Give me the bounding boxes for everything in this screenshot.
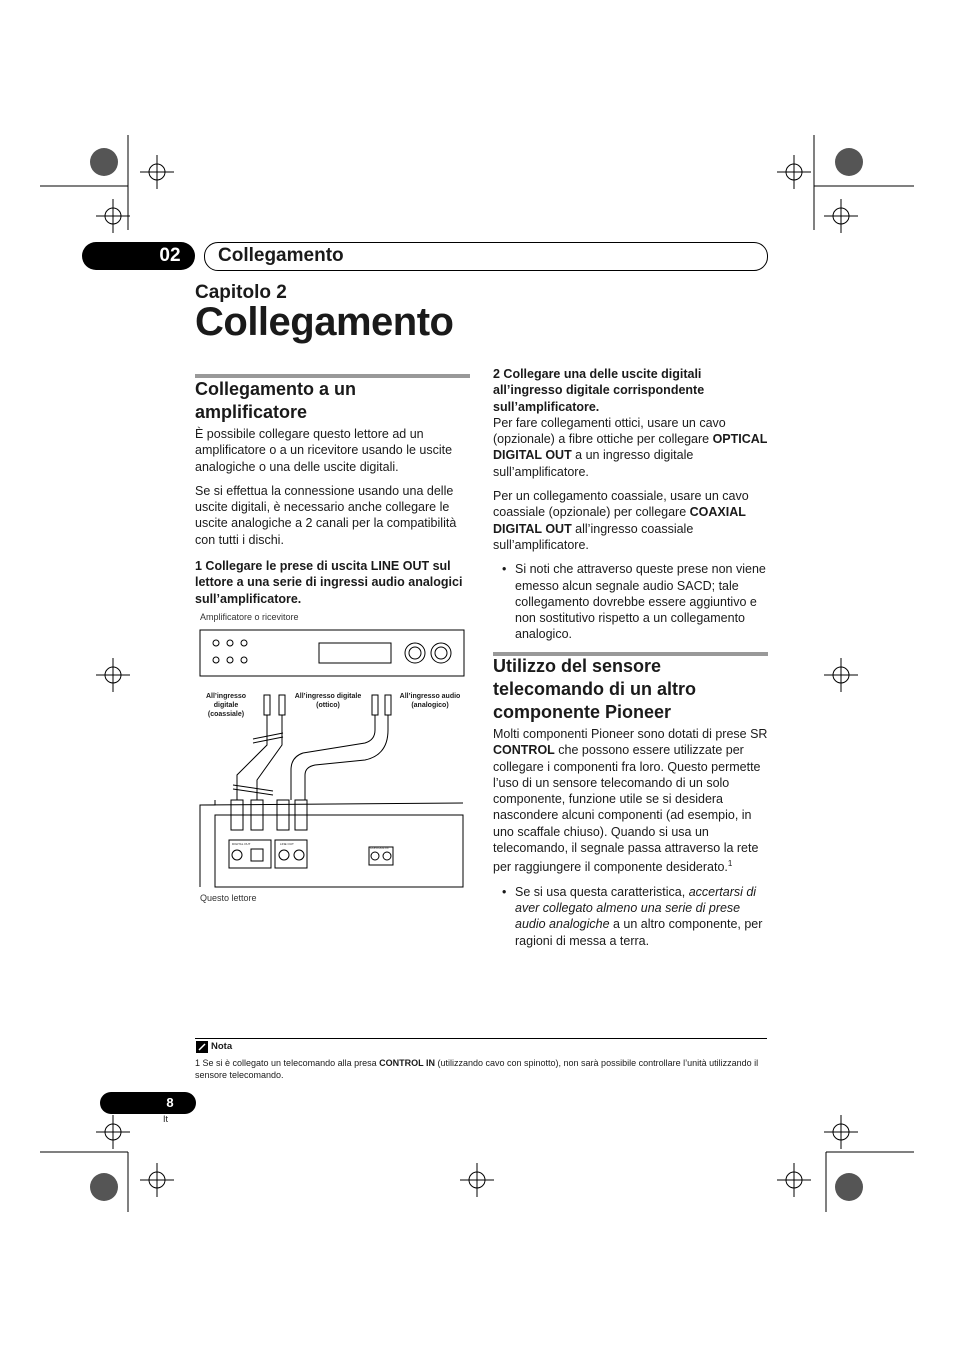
connection-diagram — [195, 625, 467, 895]
note-rule — [195, 1038, 767, 1039]
section-heading: Collegamento a un amplificatore — [195, 379, 357, 422]
paragraph: Molti componenti Pioneer sono dotati di prese SR CONTROL che possono essere utilizzate per collegare i componenti fra loro. Questo permette l’uso di un sensore telecomando di un solo componente, funzione utile se si desidera nascondere alcuni componenti (ad esempio, in uno scaffale chiuso). Quando si usa un telecomando, il segnale passa attraverso la rete per raggiungere il componente desiderato.$^1$ — [493, 727, 768, 875]
language-code: It — [163, 1114, 169, 1124]
note-icon — [196, 1041, 208, 1053]
paragraph: Per fare collegamenti ottici, usare un cavo (opzionale) a fibre ottiche per collegare OPTICAL DIGITAL OUT a un ingresso digitale sull’amplificatore. — [493, 415, 768, 479]
paragraph: È possibile collegare questo lettore ad un amplificatore o a un ricevitore usando le uscite analogiche o una delle uscite digitali. — [195, 427, 453, 474]
page-title: Collegamento — [195, 300, 454, 344]
step-2: 2 Collegare una delle uscite digitali all’ingresso digitale corrispondente sull’amplificatore. — [493, 367, 705, 414]
panel-label-digital-out: DIGITAL OUT — [232, 842, 251, 846]
bullet-item: • Si noti che attraverso queste prese non viene emesso alcun segnale audio SACD; tale collegamento dovrebbe essere aggiuntivo e non sostitutivo rispetto a un collegamento analogico. — [493, 561, 769, 642]
bullet-item: • Se si usa questa caratteristica, accertarsi di aver collegato almeno una serie di prese audio analogiche a un altro componente, per ragioni di messa a terra. — [493, 884, 769, 949]
chapter-number: 02 — [159, 245, 181, 266]
label-optical-input: All’ingresso digitale (ottico) — [294, 693, 362, 709]
note-title: Nota — [211, 1041, 233, 1052]
diagram-caption-player: Questo lettore — [200, 893, 257, 903]
label-analog-input: All’ingresso audio (analogico) — [399, 693, 461, 709]
chapter-label: Capitolo 2 — [195, 282, 287, 303]
diagram-caption-amplifier: Amplificatore o ricevitore — [200, 612, 299, 622]
page-number: 8 — [166, 1095, 174, 1110]
panel-label-control-in: CONTROL IN — [370, 846, 389, 850]
note-text: 1 Se si è collegato un telecomando alla presa CONTROL IN (utilizzando cavo con spinotto), non sarà possibile controllare l’unità utilizzando il sensore telecomando. — [195, 1058, 759, 1080]
right-column — [493, 366, 769, 651]
section-heading: Utilizzo del sensore telecomando di un altro componente Pioneer — [493, 656, 697, 722]
chapter-header-title: Collegamento — [218, 245, 344, 266]
right-column-lower — [493, 655, 769, 957]
paragraph: Per un collegamento coassiale, usare un cavo coassiale (opzionale) per collegare COAXIAL DIGITAL OUT all’ingresso coassiale sull’amplificatore. — [493, 489, 749, 552]
label-coaxial-input: All’ingresso digitale (coassiale) — [205, 693, 247, 718]
left-column — [195, 378, 471, 615]
panel-label-line-out: LINE OUT — [280, 842, 294, 846]
step-1: 1 Collegare le prese di uscita LINE OUT sul lettore a una serie di ingressi audio analogici sull’amplificatore. — [195, 559, 463, 606]
footnote-ref: 1 — [727, 859, 733, 869]
paragraph: Se si effettua la connessione usando una delle uscite digitali, è necessario anche collegare le uscite analogiche a 2 canali per la compatibilità con tutti i dischi. — [195, 483, 457, 547]
